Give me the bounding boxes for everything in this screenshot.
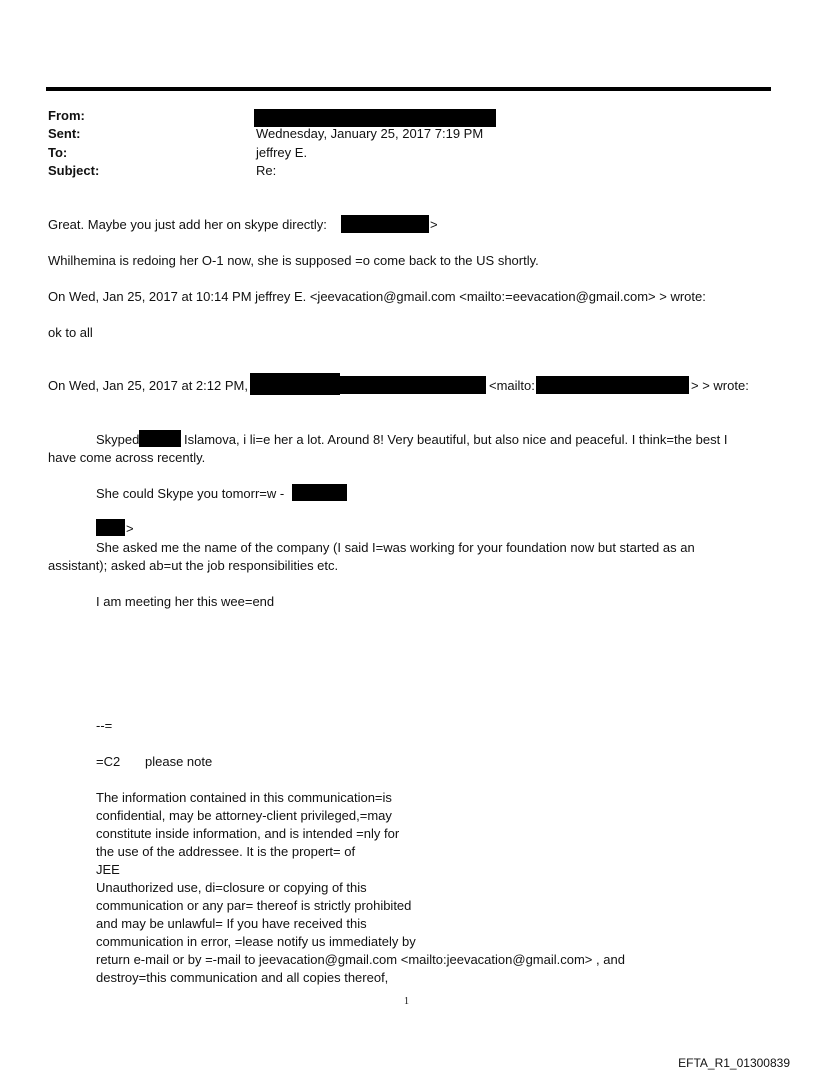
body-line-quote-header-2b: <mailto: (489, 378, 535, 393)
redaction-sender-name-2 (340, 376, 486, 394)
quote-line-tail: > (126, 521, 134, 536)
disclaimer-line: confidential, may be attorney-client privileged,=may (96, 808, 392, 823)
disclaimer-line: return e-mail or by =-mail to jeevacation@gmail.com <mailto:jeevacation@gmail.com> , and (96, 952, 625, 967)
quote-line-tomorrow: She could Skype you tomorr=w - (96, 486, 285, 501)
quote-line-skyped-rest: Islamova, i li=e her a lot. Around 8! Very beautiful, but also nice and peaceful. I think=the best I (184, 432, 728, 447)
signature-please-note: please note (145, 754, 213, 769)
disclaimer-line: communication or any par= thereof is strictly prohibited (96, 898, 412, 913)
redaction-contact-2 (96, 519, 125, 536)
page-number: 1 (404, 996, 409, 1007)
quote-line-weekend: I am meeting her this wee=end (96, 594, 275, 609)
quote-line-company: She asked me the name of the company (I said I=was working for your foundation now but started as an (96, 540, 695, 555)
disclaimer-line: and may be unlawful= If you have received this (96, 916, 367, 931)
to-value: jeffrey E. (256, 145, 308, 160)
bates-number: EFTA_R1_01300839 (678, 1056, 790, 1070)
disclaimer-line: the use of the addressee. It is the propert= of (96, 844, 356, 859)
disclaimer-line: destroy=this communication and all copies thereof, (96, 970, 389, 985)
redaction-contact (292, 484, 347, 501)
redaction-from (254, 109, 496, 127)
from-label: From: (48, 108, 85, 123)
disclaimer-line: The information contained in this communication=is (96, 790, 392, 805)
signature-c2: =C2 (96, 754, 121, 769)
quote-line-assistant: assistant); asked ab=ut the job responsibilities etc. (48, 558, 339, 573)
signature-separator: --= (96, 718, 113, 733)
sent-label: Sent: (48, 126, 81, 141)
subject-value: Re: (256, 163, 277, 178)
body-line-whilhemina: Whilhemina is redoing her O-1 now, she is supposed =o come back to the US shortly. (48, 253, 539, 268)
disclaimer-line: JEE (96, 862, 120, 877)
disclaimer-line: communication in error, =lease notify us immediately by (96, 934, 416, 949)
redaction-skype-id (341, 215, 429, 233)
redaction-sender-email (536, 376, 689, 394)
sent-value: Wednesday, January 25, 2017 7:19 PM (256, 126, 484, 141)
body-line-skype-tail: > (430, 217, 438, 232)
header-rule (46, 87, 771, 91)
disclaimer-line: Unauthorized use, di=closure or copying of this (96, 880, 367, 895)
body-line-skype (48, 217, 327, 232)
body-line-quote-header-2a: On Wed, Jan 25, 2017 at 2:12 PM, (48, 378, 248, 393)
subject-label: Subject: (48, 163, 100, 178)
redaction-sender-name (250, 373, 340, 395)
quote-line-skyped: Skyped (96, 432, 140, 447)
quote-line-recently: have come across recently. (48, 450, 206, 465)
body-line-ok: ok to all (48, 325, 93, 340)
body-line-quote-header-1: On Wed, Jan 25, 2017 at 10:14 PM jeffrey E. <jeevacation@gmail.com <mailto:=eevacation@gmail.com> > wrote: (48, 289, 706, 304)
body-line-skype-text: Great. Maybe you just add her on skype directly: (48, 217, 327, 232)
disclaimer-line: constitute inside information, and is intended =nly for (96, 826, 400, 841)
body-line-quote-header-2c: > > wrote: (691, 378, 749, 393)
to-label: To: (48, 145, 68, 160)
redaction-first-name (139, 430, 181, 447)
